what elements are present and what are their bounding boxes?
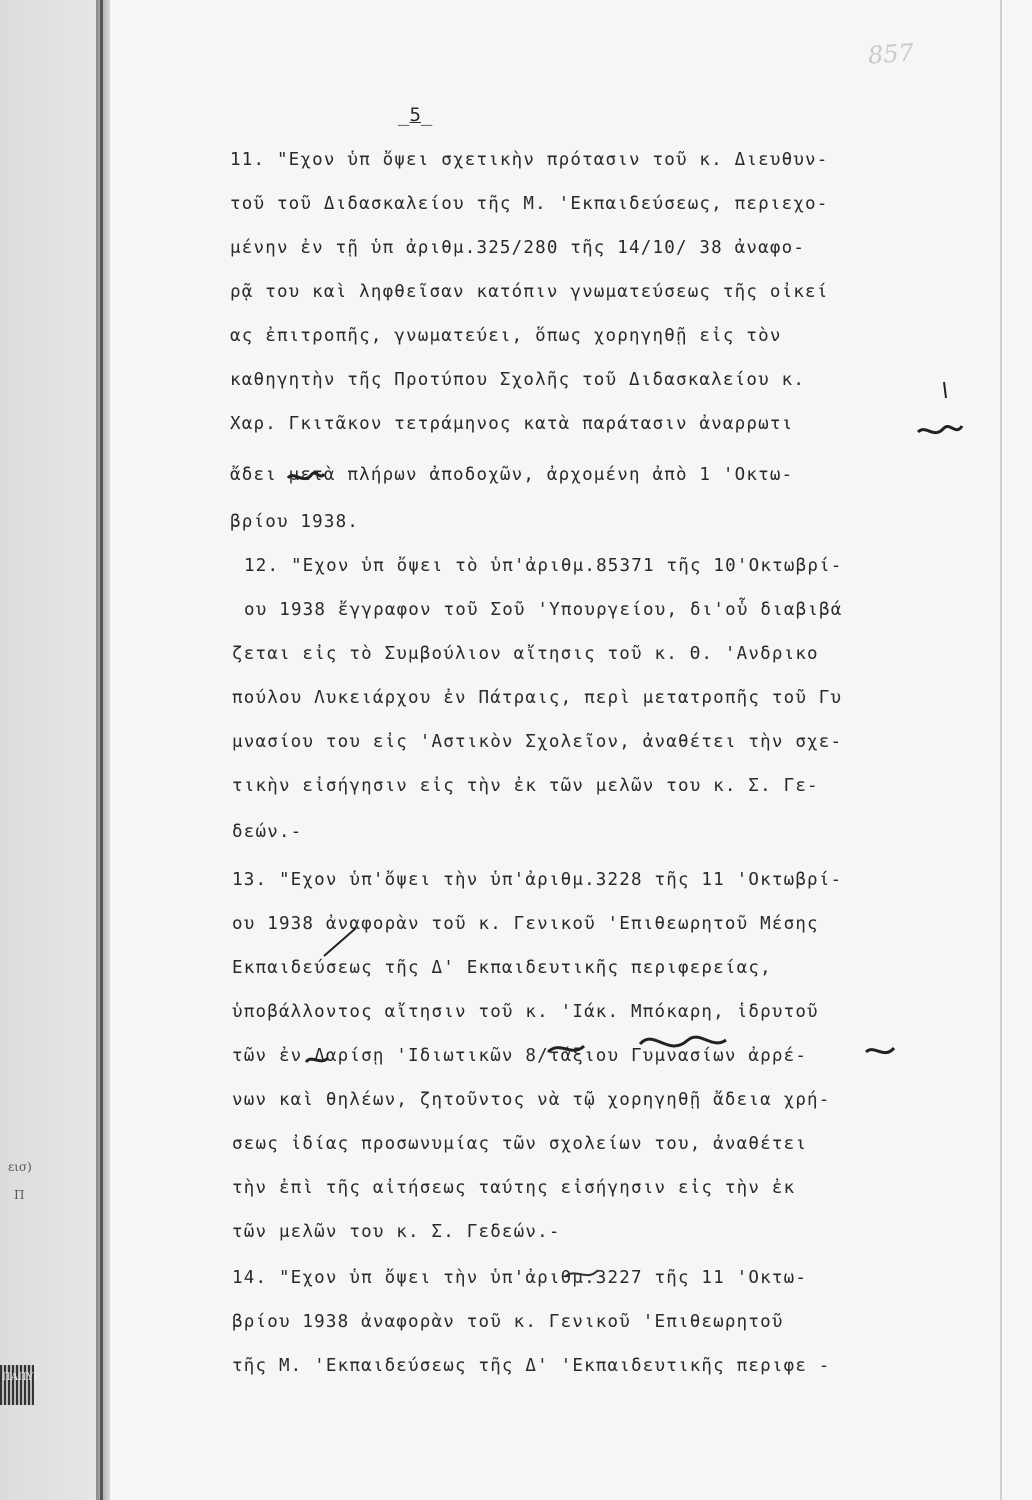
text-line-9: βρίου 1938. xyxy=(230,512,360,532)
text-line-8: ἄδει μετὰ πλήρων ἀποδοχῶν, ἀρχομένη ἀπὸ 1 'Οκτω- xyxy=(230,465,794,485)
text-line-24: τὴν ἐπὶ τῆς αἰτήσεως ταύτης εἰσήγησιν εἰς τὴν ἐκ xyxy=(232,1178,796,1198)
text-line-15: τικὴν εἰσήγησιν εἰς τὴν ἐκ τῶν μελῶν του κ. Σ. Γε- xyxy=(232,776,819,796)
margin-note-3: ΠΑΠΥΡ xyxy=(2,1372,40,1383)
text-line-18: ου 1938 ἀναφορὰν τοῦ κ. Γενικοῦ 'Επιθεωρητοῦ Μέσης xyxy=(232,914,819,934)
text-line-6: καθηγητὴν τῆς Προτύπου Σχολῆς τοῦ Διδασκαλείου κ. xyxy=(230,370,806,390)
text-line-1: 11. "Εχον ὑπ ὄψει σχετικὴν πρότασιν τοῦ κ. Διευθυν- xyxy=(230,150,829,170)
text-line-12: ζεται εἰς τὸ Συμβούλιον αἴτησις τοῦ κ. Θ. 'Ανδρικο xyxy=(232,644,819,664)
hand-correction-mark-1 xyxy=(918,426,962,433)
text-line-13: πούλου Λυκειάρχου ἐν Πάτραις, περὶ μετατροπῆς τοῦ Γυ xyxy=(232,688,843,708)
text-line-14: μνασίου του εἰς 'Αστικὸν Σχολεῖον, ἀναθέτει τὴν σχε- xyxy=(232,732,843,752)
hand-correction-mark-3 xyxy=(306,1058,328,1062)
margin-note-1: εισ) xyxy=(8,1160,32,1174)
page-number: _5_ xyxy=(398,104,433,126)
text-line-27: βρίου 1938 ἀναφορὰν τοῦ κ. Γενικοῦ 'Επιθεωρητοῦ xyxy=(232,1312,784,1332)
text-line-26: 14. "Εχον ὑπ ὄψει τὴν ὑπ'ἀριθμ.3227 τῆς 11 'Οκτω- xyxy=(232,1268,808,1288)
hand-correction-mark-6 xyxy=(866,1048,894,1053)
hand-correction-mark-2 xyxy=(288,473,324,479)
text-line-22: νων καὶ θηλέων, ζητοῦντος νὰ τῷ χορηγηθῇ ἄδεια χρή- xyxy=(232,1090,831,1110)
text-line-20: ὑποβάλλοντος αἴτησιν τοῦ κ. 'Ιάκ. Μπόκαρη, ἱδρυτοῦ xyxy=(232,1002,819,1022)
text-line-11: ου 1938 ἔγγραφον τοῦ Σοῦ 'Υπουργείου, δι'οὗ διαβιβά xyxy=(244,600,843,620)
text-line-3: μένην ἐν τῇ ὑπ ἀριθμ.325/280 τῆς 14/10/ 38 ἀναφο- xyxy=(230,238,806,258)
text-line-28: τῆς Μ. 'Εκπαιδεύσεως τῆς Δ' 'Εκπαιδευτικῆς περιφε - xyxy=(232,1356,831,1376)
text-line-23: σεως ἰδίας προσωνυμίας τῶν σχολείων του, ἀναθέτει xyxy=(232,1134,808,1154)
hand-correction-mark-5 xyxy=(640,1037,726,1046)
hand-correction-mark-7 xyxy=(566,1270,598,1276)
text-line-4: ρᾷ του καὶ ληφθεῖσαν κατόπιν γνωματεύσεως τῆς οἰκεί xyxy=(230,282,829,302)
text-line-21: τῶν ἐν Λαρίσῃ 'Ιδιωτικῶν 8/τάξιου Γυμνασίων ἀρρέ- xyxy=(232,1046,808,1066)
text-line-7: Χαρ. Γκιτᾶκον τετράμηνος κατὰ παράτασιν ἀναρρωτι xyxy=(230,414,794,434)
text-line-10: 12. "Εχον ὑπ ὄψει τὸ ὑπ'ἀριθμ.85371 τῆς 10'Οκτωβρί- xyxy=(244,556,843,576)
margin-note-2: Π xyxy=(14,1188,25,1202)
hand-slash-mark xyxy=(324,928,356,956)
text-line-17: 13. "Εχον ὑπ'ὄψει τὴν ὑπ'ἀριθμ.3228 τῆς 11 'Οκτωβρί- xyxy=(232,870,843,890)
hand-correction-mark-4 xyxy=(548,1046,584,1052)
folio-number: 857 xyxy=(867,38,915,70)
hand-tick-mark xyxy=(944,382,946,398)
text-line-16: δεών.- xyxy=(232,822,303,842)
text-line-2: τοῦ τοῦ Διδασκαλείου τῆς Μ. 'Εκπαιδεύσεως, περιεχο- xyxy=(230,194,829,214)
text-line-5: ας ἐπιτροπῆς, γνωματεύει, ὅπως χορηγηθῇ εἰς τὸν xyxy=(230,326,782,346)
text-line-19: Εκπαιδεύσεως τῆς Δ' Εκπαιδευτικῆς περιφερείας, xyxy=(232,958,772,978)
text-line-25: τῶν μελῶν του κ. Σ. Γεδεών.- xyxy=(232,1222,561,1242)
